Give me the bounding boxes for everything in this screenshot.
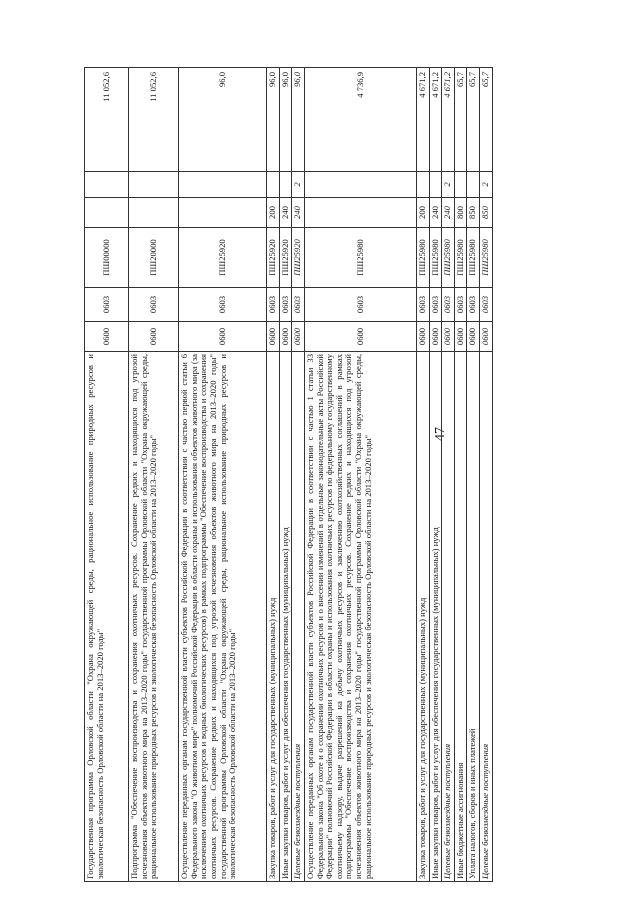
row-target-article-code: ПШ25980 bbox=[416, 228, 429, 288]
row-section-code: 0603 bbox=[429, 288, 442, 322]
row-description: Иные бюджетные ассигнования bbox=[454, 352, 467, 882]
row-kosgu-code bbox=[429, 172, 442, 198]
budget-table-container bbox=[84, 68, 490, 882]
row-amount: 65,7 bbox=[467, 68, 480, 172]
row-description: Закупка товаров, работ и услуг для государственных (муниципальных) нужд bbox=[267, 352, 280, 882]
row-grbs-code: 0600 bbox=[129, 322, 179, 352]
row-kosgu-code: 2 bbox=[292, 172, 305, 198]
row-section-code: 0603 bbox=[179, 288, 267, 322]
row-description: Государственная программа Орловской области "Охрана окружающей среды, рациональное использование природных ресурсов и экологическая безопасность Орловской области на 2013–2020 годы" bbox=[85, 352, 129, 882]
table-row bbox=[85, 68, 129, 882]
table-row bbox=[480, 68, 493, 882]
row-description: Подпрограмма "Обеспечение воспроизводства и сохранения охотничьих ресурсов. Сохранение редких и находящихся под угрозой исчезновения объектов животного мира на 2013–2020 годы" государственной программы Орловской области "Охрана окружающей среды, рациональное использование природных ресурсов и экологическая безопасность Орловской области на 2013–2020 годы" bbox=[129, 352, 179, 882]
row-section-code: 0603 bbox=[480, 288, 493, 322]
row-target-article-code: ПШ00000 bbox=[85, 228, 129, 288]
row-grbs-code: 0600 bbox=[429, 322, 442, 352]
table-row bbox=[429, 68, 442, 882]
table-row bbox=[454, 68, 467, 882]
row-amount: 65,7 bbox=[480, 68, 493, 172]
row-kosgu-code: 2 bbox=[442, 172, 455, 198]
row-amount: 96,0 bbox=[279, 68, 292, 172]
row-section-code: 0603 bbox=[442, 288, 455, 322]
row-kosgu-code bbox=[267, 172, 280, 198]
row-section-code: 0603 bbox=[279, 288, 292, 322]
row-description: Осуществление переданных органам государственной власти субъектов Российской Федерации в соответствии с частью 1 статьи 33 Федерального закона "Об охоте и о сохранении охотничьих ресурсов и о внесении изменений в отдельные законодательные акты Российской Федерации" полномочий Российской Федерации в области охраны и использования охотничьих ресурсов по федеральному государственному охотничьему надзору, выдаче разрешений на добычу охотничьих ресурсов и заключению охотхозяйственных соглашений в рамках подпрограммы "Обеспечение воспроизводства и сохранения охотничьих ресурсов. Сохранение редких и находящихся под угрозой исчезновения объектов животного мира на 2013–2020 годы" государственной программы Орловской области "Охрана окружающей среды, рациональное использование природных ресурсов и экологическая безопасность Орловской области на 2013–2020 годы" bbox=[304, 352, 416, 882]
row-description: Целевые безвозмездные поступления bbox=[292, 352, 305, 882]
table-row bbox=[304, 68, 416, 882]
page-number: 47 bbox=[433, 427, 448, 441]
row-target-article-code: ПШ25920 bbox=[179, 228, 267, 288]
row-expense-type-code bbox=[129, 198, 179, 228]
row-grbs-code: 0600 bbox=[85, 322, 129, 352]
row-amount: 11 052,6 bbox=[85, 68, 129, 172]
row-description: Целевые безвозмездные поступления bbox=[442, 352, 455, 882]
row-kosgu-code bbox=[454, 172, 467, 198]
row-expense-type-code: 240 bbox=[442, 198, 455, 228]
row-amount: 96,0 bbox=[267, 68, 280, 172]
row-target-article-code: ПШ25980 bbox=[467, 228, 480, 288]
row-expense-type-code: 240 bbox=[279, 198, 292, 228]
budget-table bbox=[84, 67, 493, 882]
row-section-code: 0603 bbox=[454, 288, 467, 322]
row-amount: 11 052,6 bbox=[129, 68, 179, 172]
table-row bbox=[467, 68, 480, 882]
row-section-code: 0603 bbox=[267, 288, 280, 322]
row-grbs-code: 0600 bbox=[179, 322, 267, 352]
budget-table-body bbox=[85, 68, 493, 882]
row-kosgu-code: 2 bbox=[480, 172, 493, 198]
table-row bbox=[416, 68, 429, 882]
row-grbs-code: 0600 bbox=[267, 322, 280, 352]
row-grbs-code: 0600 bbox=[467, 322, 480, 352]
row-kosgu-code bbox=[179, 172, 267, 198]
row-section-code: 0603 bbox=[416, 288, 429, 322]
table-row bbox=[442, 68, 455, 882]
row-section-code: 0603 bbox=[304, 288, 416, 322]
row-grbs-code: 0600 bbox=[454, 322, 467, 352]
row-description: Целевые безвозмездные поступления bbox=[480, 352, 493, 882]
row-grbs-code: 0600 bbox=[480, 322, 493, 352]
table-row bbox=[267, 68, 280, 882]
row-target-article-code: ПШ25980 bbox=[429, 228, 442, 288]
table-row bbox=[179, 68, 267, 882]
row-kosgu-code bbox=[85, 172, 129, 198]
row-amount: 65,7 bbox=[454, 68, 467, 172]
row-kosgu-code bbox=[416, 172, 429, 198]
row-amount: 4 671,2 bbox=[416, 68, 429, 172]
row-expense-type-code bbox=[85, 198, 129, 228]
row-description: Уплата налогов, сборов и иных платежей bbox=[467, 352, 480, 882]
row-expense-type-code: 200 bbox=[267, 198, 280, 228]
row-kosgu-code bbox=[304, 172, 416, 198]
row-description: Осуществление переданных органам государственной власти субъектов Российской Федерации в соответствии с частью первой статьи 6 Федерального закона "О животном мире" полномочий Российской Федерации в области охраны и использования объектов животного мира (за исключением охотничьих ресурсов и водных биологических ресурсов) в рамках подпрограммы "Обеспечение воспроизводства и сохранения охотничьих ресурсов. Сохранение редких и находящихся под угрозой исчезновения объектов животного мира на 2013–2020 годы" государственной программы Орловской области "Охрана окружающей среды, рациональное использование природных ресурсов и экологическая безопасность Орловской области на 2013–2020 годы" bbox=[179, 352, 267, 882]
row-target-article-code: ПШ25980 bbox=[304, 228, 416, 288]
row-section-code: 0603 bbox=[85, 288, 129, 322]
table-row bbox=[292, 68, 305, 882]
row-amount: 96,0 bbox=[179, 68, 267, 172]
row-expense-type-code: 200 bbox=[416, 198, 429, 228]
row-kosgu-code bbox=[279, 172, 292, 198]
row-amount: 4 671,2 bbox=[429, 68, 442, 172]
row-target-article-code: ПШ25980 bbox=[442, 228, 455, 288]
row-description: Иные закупки товаров, работ и услуг для обеспечения государственных (муниципальных) нужд bbox=[429, 352, 442, 882]
row-amount: 4 671,2 bbox=[442, 68, 455, 172]
row-section-code: 0603 bbox=[292, 288, 305, 322]
row-section-code: 0603 bbox=[129, 288, 179, 322]
row-expense-type-code: 240 bbox=[429, 198, 442, 228]
row-kosgu-code bbox=[467, 172, 480, 198]
row-target-article-code: ПШ20000 bbox=[129, 228, 179, 288]
row-description: Закупка товаров, работ и услуг для государственных (муниципальных) нужд bbox=[416, 352, 429, 882]
row-grbs-code: 0600 bbox=[416, 322, 429, 352]
row-expense-type-code bbox=[179, 198, 267, 228]
row-target-article-code: ПШ25920 bbox=[292, 228, 305, 288]
row-expense-type-code: 850 bbox=[480, 198, 493, 228]
row-target-article-code: ПШ25920 bbox=[267, 228, 280, 288]
row-amount: 4 736,9 bbox=[304, 68, 416, 172]
row-expense-type-code bbox=[304, 198, 416, 228]
table-row bbox=[279, 68, 292, 882]
row-description: Иные закупки товаров, работ и услуг для обеспечения государственных (муниципальных) нужд bbox=[279, 352, 292, 882]
row-grbs-code: 0600 bbox=[442, 322, 455, 352]
row-target-article-code: ПШ25980 bbox=[454, 228, 467, 288]
row-grbs-code: 0600 bbox=[279, 322, 292, 352]
row-target-article-code: ПШ25980 bbox=[480, 228, 493, 288]
row-grbs-code: 0600 bbox=[292, 322, 305, 352]
row-kosgu-code bbox=[129, 172, 179, 198]
table-row bbox=[129, 68, 179, 882]
row-target-article-code: ПШ25920 bbox=[279, 228, 292, 288]
row-amount: 96,0 bbox=[292, 68, 305, 172]
row-expense-type-code: 240 bbox=[292, 198, 305, 228]
row-expense-type-code: 800 bbox=[454, 198, 467, 228]
row-section-code: 0603 bbox=[467, 288, 480, 322]
row-expense-type-code: 850 bbox=[467, 198, 480, 228]
row-grbs-code: 0600 bbox=[304, 322, 416, 352]
